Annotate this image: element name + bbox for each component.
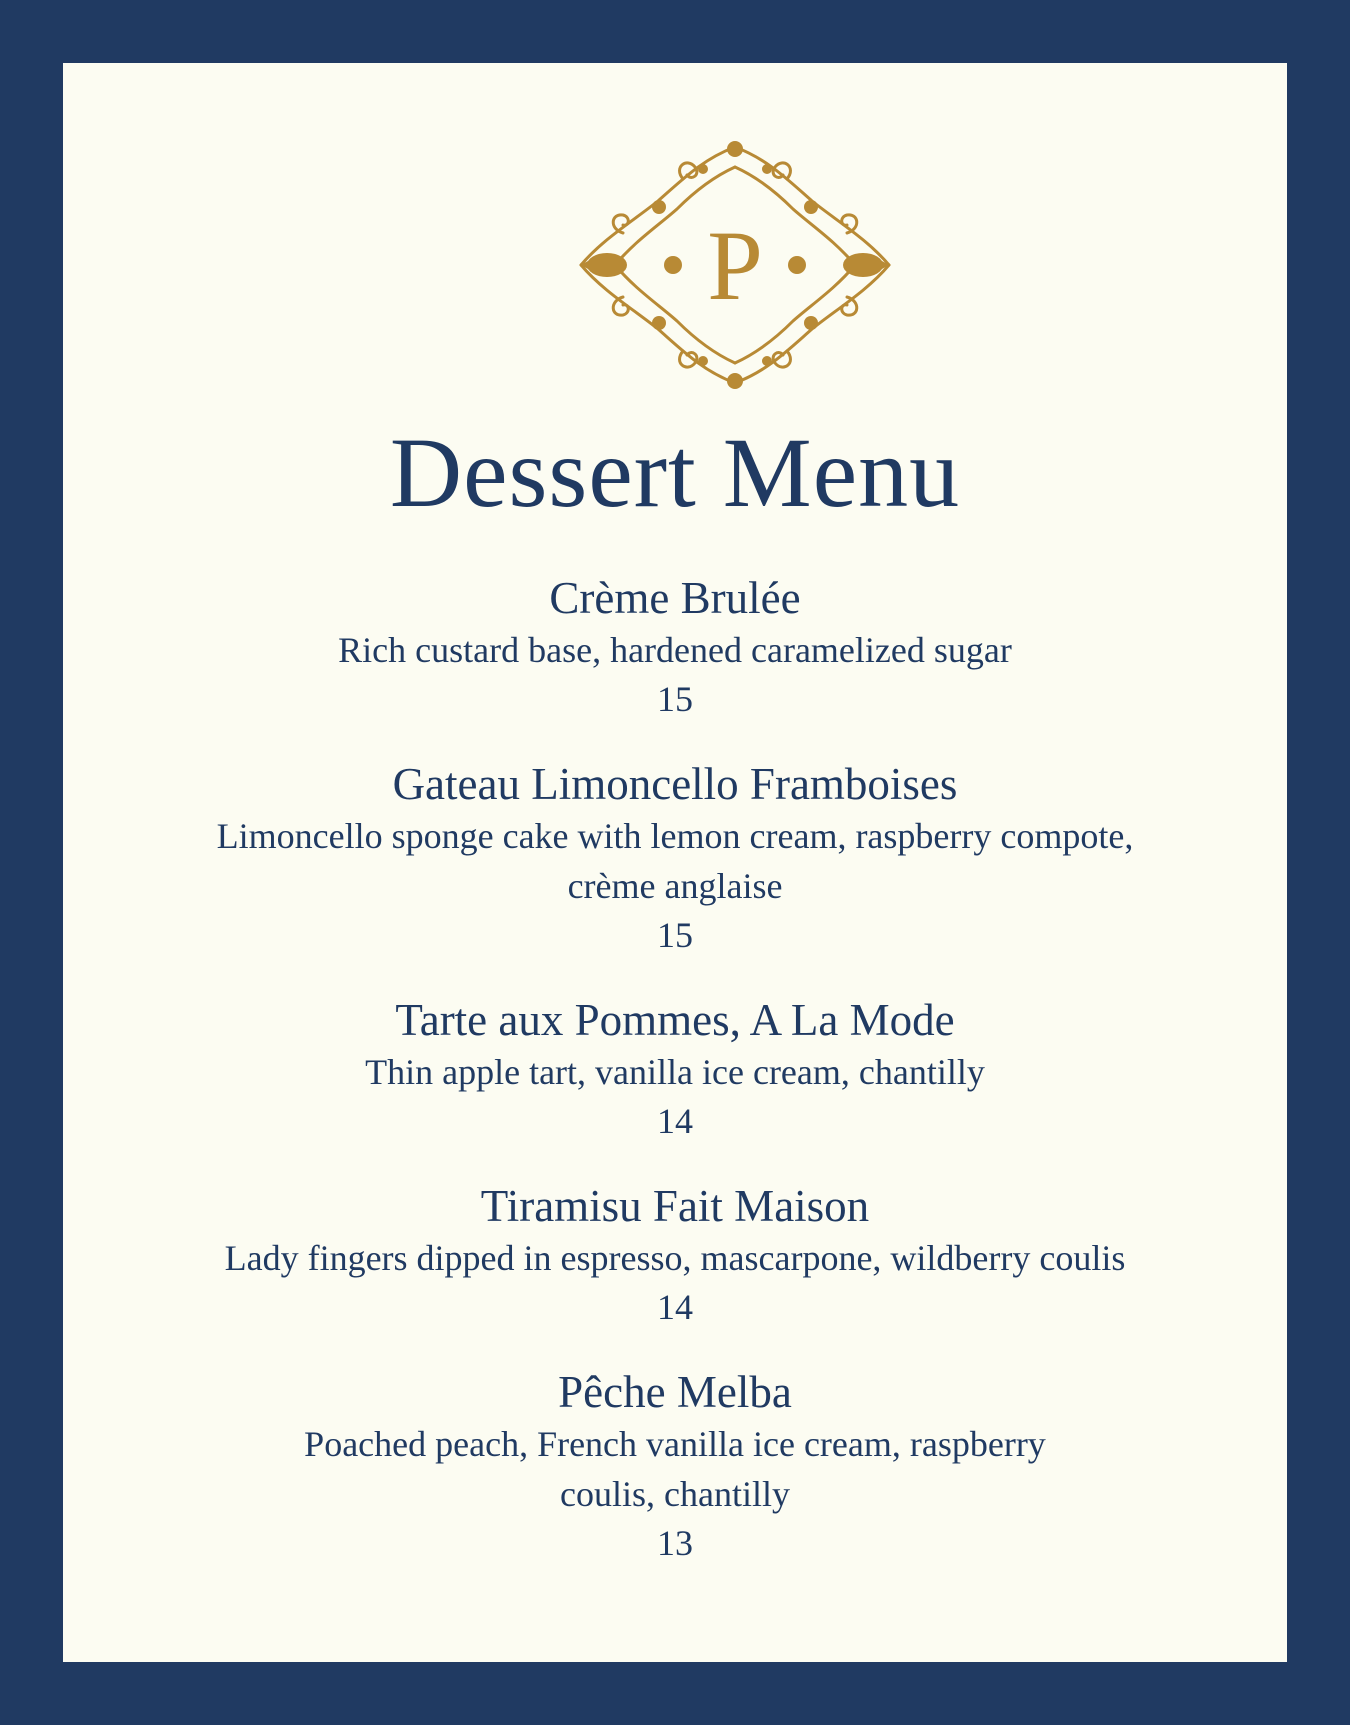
- item-name: Tarte aux Pommes, A La Mode: [395, 995, 955, 1045]
- dessert-list: [123, 571, 1227, 1601]
- menu-title: Dessert Menu: [389, 417, 961, 528]
- item-name: Tiramisu Fait Maison: [480, 1181, 870, 1231]
- menu-item: [123, 993, 1227, 1145]
- item-description: Rich custard base, hardened caramelized sugar: [338, 630, 1012, 670]
- item-description: Thin apple tart, vanilla ice cream, chantilly: [365, 1052, 985, 1092]
- menu-card: [63, 63, 1287, 1662]
- item-price: 15: [657, 915, 693, 955]
- item-name: Pêche Melba: [558, 1367, 792, 1417]
- ornamental-floral-monogram-icon: [563, 129, 907, 401]
- item-name: Gateau Limoncello Framboises: [392, 759, 958, 809]
- item-description: Limoncello sponge cake with lemon cream, raspberry compote,: [216, 816, 1134, 856]
- item-name: Crème Brulée: [549, 573, 801, 623]
- item-description: Poached peach, French vanilla ice cream, raspberry: [304, 1424, 1046, 1464]
- item-price: 15: [657, 679, 693, 719]
- svg-text:P: P: [707, 210, 763, 321]
- item-description: coulis, chantilly: [560, 1474, 790, 1514]
- item-price: 14: [657, 1101, 693, 1141]
- menu-item: [123, 1179, 1227, 1331]
- item-price: 13: [657, 1523, 693, 1563]
- menu-item: [123, 1365, 1227, 1567]
- item-price: 14: [657, 1287, 693, 1327]
- menu-item: [123, 571, 1227, 723]
- menu-item: [123, 757, 1227, 959]
- item-description: crème anglaise: [567, 866, 783, 906]
- item-description: Lady fingers dipped in espresso, mascarpone, wildberry coulis: [224, 1238, 1126, 1278]
